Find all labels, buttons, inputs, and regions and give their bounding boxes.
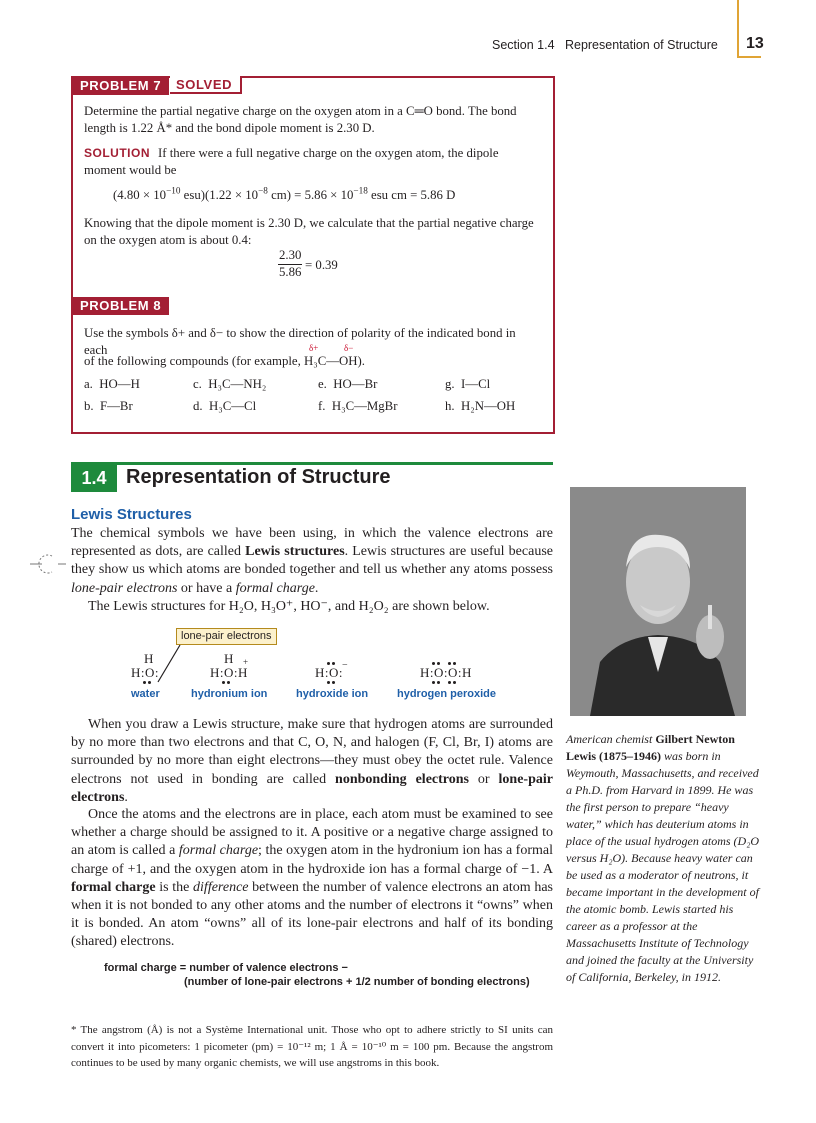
knowing-text: Knowing that the dipole moment is 2.30 D, we calculate that the partial negative charge on the oxygen atom is about 0.4: xyxy=(84,216,534,247)
running-header xyxy=(492,38,718,52)
option-c: c. H₃C—NH₂ xyxy=(193,377,267,391)
option-a: a. HO—H xyxy=(84,377,140,391)
solution-text: If there were a full negative charge on the oxygen atom, the dipole moment would be xyxy=(84,146,499,177)
lewis-paragraph-2: The Lewis structures for H₂O, H₃O⁺, HO⁻, and H₂O₂ are shown below. xyxy=(88,599,490,614)
header-section-title: Representation of Structure xyxy=(564,38,718,52)
lone-pair-callout: lone-pair electrons xyxy=(176,628,277,645)
fraction-numerator: 2.30 xyxy=(278,248,302,265)
eq-part-b: esu)(1.22 × 10 xyxy=(180,188,259,202)
hydronium-lewis: H:O:H xyxy=(210,665,248,680)
eq-part-c: cm) = 5.86 × 10 xyxy=(267,188,354,202)
fraction-denominator: 5.86 xyxy=(279,265,302,279)
eq-exp-c: −18 xyxy=(353,185,368,196)
caption-water: water xyxy=(131,688,160,700)
lewis-paragraph-4: Once the atoms and the electrons are in place, each atom must be examined to see whether a charge should be assigned to it. A positive or a negative charge assigned to an atom is called a formal charge; the oxygen atom in the hydronium ion has a formal charge of +1, and the oxygen atom in the hydroxide ion has a formal charge of −1. A formal charge is the difference between the number of valence electrons an atom has when it is not bonded to any other atoms and the number of electrons it “owns” when it is bonded. An atom “owns” all of its lone-pair electrons and half of its bonding (shared) electrons. xyxy=(71,807,553,950)
problem-8-text: Use the symbols δ+ and δ− to show the direction of polarity of the indicated bond in each xyxy=(84,326,516,357)
delta-minus-label: δ− xyxy=(344,343,354,353)
hydronium-charge: + xyxy=(243,657,249,667)
water-h-top: H xyxy=(144,651,154,666)
section-number: 1.4 xyxy=(71,465,117,492)
formal-charge-formula-line-2: (number of lone-pair electrons + 1/2 number of bonding electrons) xyxy=(184,976,530,988)
hydronium-h-top: H xyxy=(224,651,234,666)
option-f: f. H₃C—MgBr xyxy=(318,399,398,413)
eq-exp-b: −8 xyxy=(258,185,268,196)
dipole-equation xyxy=(113,185,456,203)
option-b: b. F—Br xyxy=(84,399,133,413)
problem-8-example-line xyxy=(84,353,542,370)
footnote: * The angstrom (Å) is not a Système International unit. Those who opt to adhere strictly to SI units can convert it into picometers: 1 picometer (pm) = 10⁻¹² m; 1 Å = 10⁻¹⁰ m = 100 pm. Because the angstrom continues to be used by many organic chemists, we will use angstroms in this book. xyxy=(71,1024,553,1069)
option-d: d. H₃C—Cl xyxy=(193,399,257,413)
portrait-photo xyxy=(570,487,746,716)
hydroxide-charge: − xyxy=(342,660,349,671)
lewis-paragraph-3: When you draw a Lewis structure, make sure that hydrogen atoms are surrounded by no more than two electrons and that C, O, N, and halogen (F, Cl, Br, I) atoms are surrounded by no more than eight electrons—they must obey the octet rule. Valence electrons not used in bonding are called nonbonding electrons or lone-pair electrons. xyxy=(71,717,553,805)
caption-hydroxide: hydroxide ion xyxy=(296,688,369,700)
term-formal-charge-bold: formal charge xyxy=(71,879,156,895)
eq-part-a: (4.80 × 10 xyxy=(113,188,167,202)
term-lewis-structures: Lewis structures xyxy=(245,544,345,560)
problem-8-tag: PROBLEM 8 xyxy=(72,297,169,315)
formal-charge-formula-line-1: formal charge = number of valence electrons − xyxy=(104,962,348,974)
term-lone-pair-electrons: lone-pair electrons xyxy=(71,771,553,805)
problem-7-text-b: O bond. The bond length is 1.22 Å* and the bond dipole moment is 2.30 D. xyxy=(84,104,517,135)
header-rule-vertical xyxy=(737,0,739,58)
problem-7-text-a: Determine the partial negative charge on the oxygen atom in a C xyxy=(84,104,415,118)
water-lewis: H:O: xyxy=(131,665,159,680)
solution-label: SOLUTION xyxy=(84,146,150,160)
solution-paragraph xyxy=(84,145,542,178)
example-formula: H₃C—OH xyxy=(304,354,358,368)
lewis-subhead: Lewis Structures xyxy=(71,506,192,523)
problem-7-text xyxy=(84,103,542,136)
solved-tag: SOLVED xyxy=(170,76,242,94)
term-lone-pair: lone-pair electrons xyxy=(71,580,178,596)
peroxide-lewis: H:O:O:H xyxy=(420,665,472,680)
example-tail: ). xyxy=(357,354,365,368)
option-h: h. H₂N—OH xyxy=(445,399,516,413)
page-number: 13 xyxy=(746,35,764,52)
hydroxide-lewis: H:O: xyxy=(315,665,343,680)
eq-exp-a: −10 xyxy=(166,185,181,196)
header-section-number: Section 1.4 xyxy=(492,38,555,52)
term-nonbonding: nonbonding electrons xyxy=(335,771,469,787)
section-title: Representation of Structure xyxy=(126,466,391,488)
portrait-illustration xyxy=(570,487,746,716)
header-rule-horizontal xyxy=(737,56,761,58)
caption-peroxide: hydrogen peroxide xyxy=(397,688,497,700)
crop-mark-icon xyxy=(30,552,66,576)
section-rule xyxy=(71,462,553,465)
lewis-paragraph-1: The chemical symbols we have been using, in which the valence electrons are represented as dots, are called Lewis structures. Lewis structures are useful because they show us which atoms are bonded together and tell us whether any atoms possess lone-pair electrons or have a formal charge. xyxy=(71,526,553,596)
photo-caption: American chemist Gilbert Newton Lewis (1875–1946) was born in Weymouth, Massachusetts, and received a Ph.D. from Harvard in 1899. He was the first person to prepare “heavy water,” which has deuterium atoms in place of the usual hydrogen atoms (D₂O versus H₂O). Because heavy water can be used as a moderator of neutrons, it became important in the development of the atomic bomb. Lewis started his career as a professor at the Massachusetts Institute of Technology and joined the faculty at the University of California, Berkeley, in 1912. xyxy=(566,732,760,984)
double-bond-symbol: ═ xyxy=(414,104,424,118)
caption-hydronium: hydronium ion xyxy=(191,688,268,700)
problem-7-tag: PROBLEM 7 xyxy=(72,77,169,95)
fraction-result: = 0.39 xyxy=(305,258,338,272)
delta-plus-label: δ+ xyxy=(309,343,319,353)
caption-name: Gilbert Newton Lewis (1875–1946) xyxy=(566,732,735,763)
term-formal-charge: formal charge xyxy=(235,580,315,596)
option-g: g. I—Cl xyxy=(445,377,491,391)
charge-fraction xyxy=(278,248,302,280)
problem-8-text2: of the following compounds (for example, xyxy=(84,354,301,368)
eq-part-d: esu cm = 5.86 D xyxy=(367,188,456,202)
option-e: e. HO—Br xyxy=(318,377,378,391)
